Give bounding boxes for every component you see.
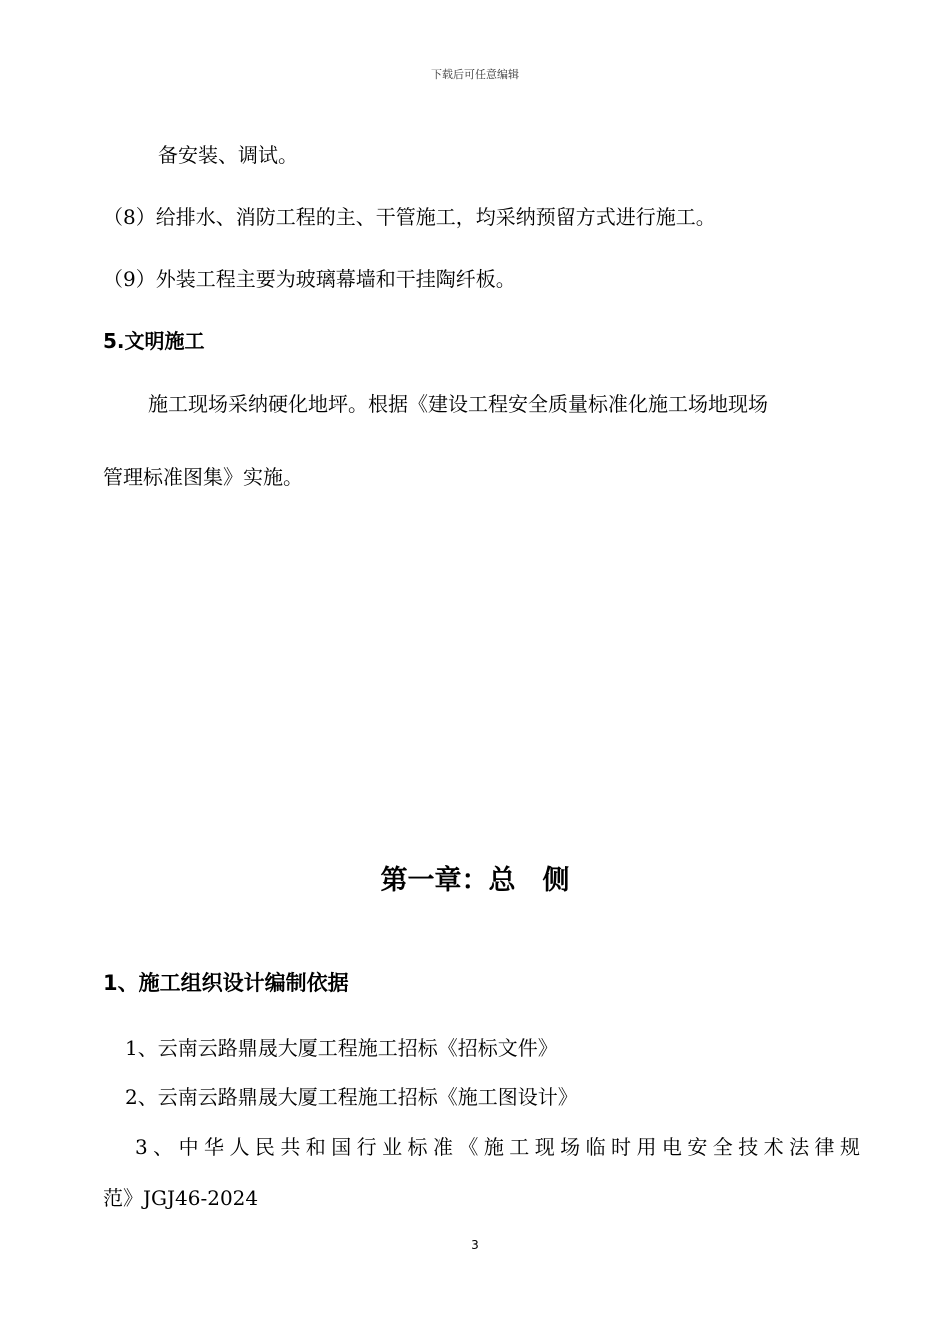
list-item: 3、中华人民共和国行业标准《施工现场临时用电安全技术法律规 [135, 1135, 860, 1159]
page-header: 下载后可任意编辑 [431, 68, 519, 81]
section-heading-basis: 1、施工组织设计编制依据 [103, 971, 349, 995]
paragraph-item-9: （9）外装工程主要为玻璃幕墙和干挂陶纤板。 [103, 267, 516, 291]
paragraph-continuation: 备安装、调试。 [158, 143, 298, 167]
list-item: 1、云南云路鼎晟大厦工程施工招标《招标文件》 [125, 1036, 558, 1060]
section-body-line-1: 施工现场采纳硬化地坪。根据《建设工程安全质量标准化施工场地现场 [148, 392, 768, 416]
paragraph-item-8: （8）给排水、消防工程的主、干管施工，均采纳预留方式进行施工。 [103, 205, 716, 229]
section-body-line-2: 管理标准图集》实施。 [103, 465, 303, 489]
page-number: 3 [471, 1238, 479, 1252]
section-heading-civilized-construction: 5.文明施工 [103, 329, 205, 353]
list-item-continuation: 范》JGJ46-2024 [103, 1186, 259, 1210]
list-item: 2、云南云路鼎晟大厦工程施工招标《施工图设计》 [125, 1085, 578, 1109]
chapter-title: 第一章：总 侧 [380, 865, 570, 896]
